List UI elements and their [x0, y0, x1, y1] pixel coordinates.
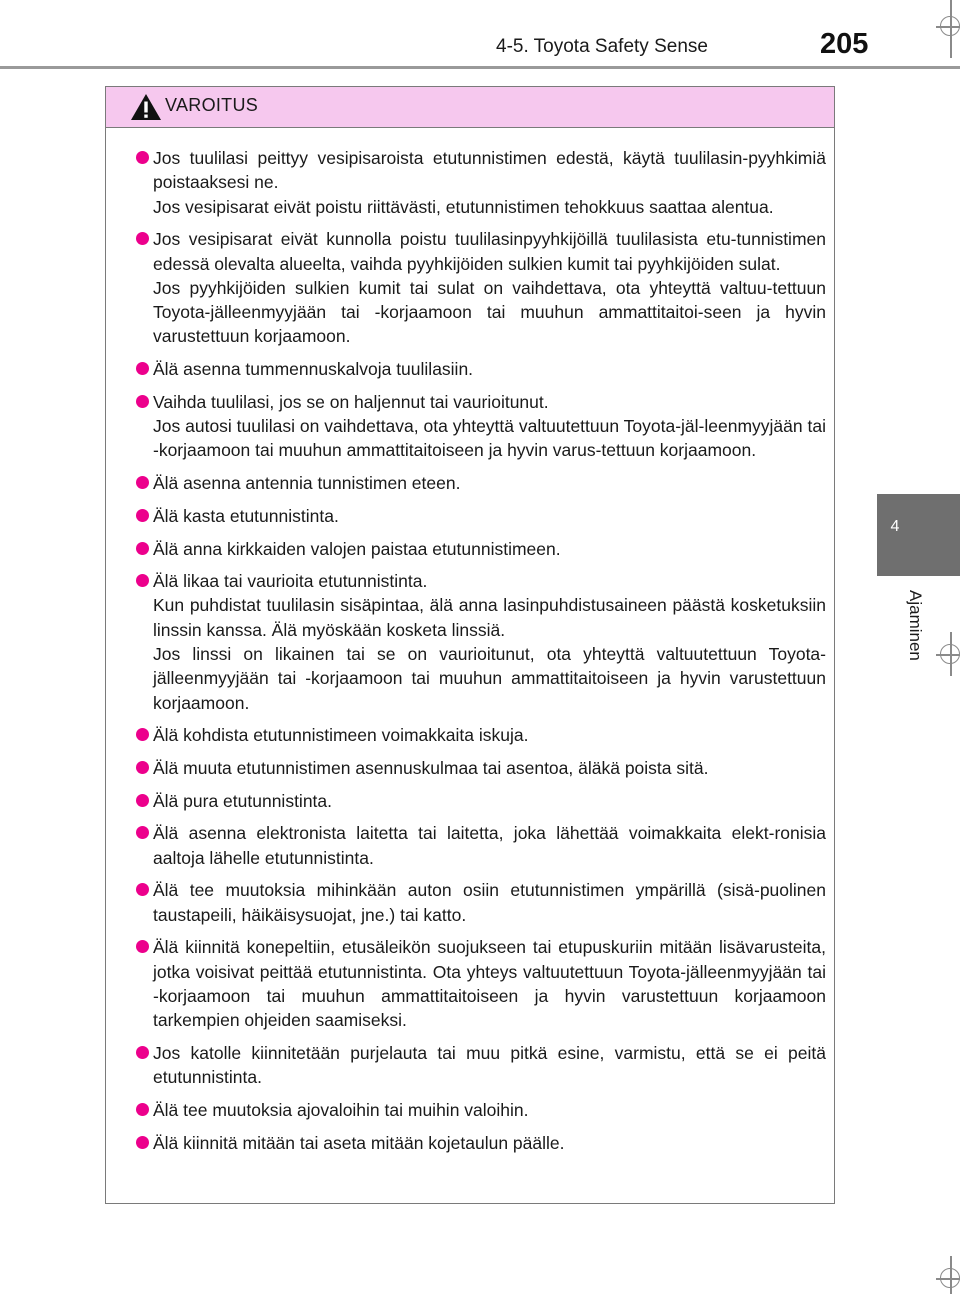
warning-paragraph: Älä tee muutoksia mihinkään auton osiin etutunnistimen ympärillä (sisä-puolinen taustapeili, häikäisysuojat, jne.) tai katto. — [153, 880, 826, 925]
warning-item — [136, 146, 826, 219]
warning-paragraph: Älä kiinnitä mitään tai aseta mitään kojetaulun päälle. — [153, 1132, 565, 1153]
warning-paragraph: Jos tuulilasi peittyy vesipisaroista etutunnistimen edestä, käytä tuulilasin-pyyhkimiä poistaaksesi ne. — [153, 148, 826, 193]
warning-paragraph: Jos vesipisarat eivät poistu riittävästi, etutunnistimen tehokkuus saattaa alentua. — [153, 196, 774, 217]
warning-paragraph: Kun puhdistat tuulilasin sisäpintaa, älä anna lasinpuhdistusaineen päästä kosketuksiin linssin kanssa. Älä myöskään kosketa linssiä. — [153, 595, 826, 640]
warning-item — [136, 723, 826, 747]
warning-item — [136, 1041, 826, 1090]
registration-mark-bottom — [940, 1268, 960, 1288]
warning-item — [136, 1131, 826, 1155]
warning-paragraph: Älä kasta etutunnistinta. — [153, 505, 339, 526]
warning-paragraph: Jos katolle kiinnitetään purjelauta tai muu pitkä esine, varmistu, että se ei peitä etutunnistinta. — [153, 1042, 826, 1088]
chapter-label: Ajaminen — [906, 590, 925, 661]
bullet-icon — [136, 574, 149, 587]
page-number: 205 — [820, 28, 869, 60]
warning-item — [136, 227, 826, 348]
bullet-icon — [136, 232, 149, 245]
bullet-icon — [136, 940, 149, 953]
warning-paragraph: Älä pura etutunnistinta. — [153, 790, 333, 811]
warning-item — [136, 569, 826, 715]
warning-item — [136, 390, 826, 463]
warning-item — [136, 504, 826, 528]
warning-item — [136, 471, 826, 495]
warning-paragraph: Jos autosi tuulilasi on vaihdettava, ota yhteyttä valtuutettuun Toyota-jäl-leenmyyjään tai -korjaamoon tai muuhun ammattitaitoiseen ja hyvin varus-tettuun korjaamoon. — [153, 416, 826, 461]
warning-paragraph: Älä asenna elektronista laitetta tai laitetta, joka lähettää voimakkaita elekt-ronisia aaltoja lähelle etutunnistinta. — [153, 823, 826, 868]
bullet-icon — [136, 476, 149, 489]
warning-box — [105, 86, 835, 1204]
warning-triangle-icon — [130, 93, 162, 121]
warning-paragraph: Jos vesipisarat eivät kunnolla poistu tuulilasinpyyhkijöillä tuulilasista etu-tunnistimen edessä olevalta alueelta, vaihda pyyhkijöiden sulkien kumit tai pyyhkijöiden sulat. — [153, 229, 826, 274]
bullet-icon — [136, 151, 149, 164]
bullet-icon — [136, 362, 149, 375]
warning-paragraph: Älä kohdista etutunnistimeen voimakkaita iskuja. — [153, 725, 529, 746]
bullet-icon — [136, 1103, 149, 1116]
bullet-icon — [136, 395, 149, 408]
bullet-icon — [136, 728, 149, 741]
warning-paragraph: Älä asenna antennia tunnistimen eteen. — [153, 473, 461, 494]
chapter-tab — [877, 494, 960, 576]
warning-item — [136, 1098, 826, 1122]
bullet-icon — [136, 883, 149, 896]
bullet-icon — [136, 761, 149, 774]
bullet-icon — [136, 1046, 149, 1059]
warning-paragraph: Älä tee muutoksia ajovaloihin tai muihin valoihin. — [153, 1099, 529, 1120]
warning-item — [136, 789, 826, 813]
bullet-icon — [136, 509, 149, 522]
warning-paragraph: Vaihda tuulilasi, jos se on haljennut tai vaurioitunut. — [153, 391, 549, 412]
warning-item — [136, 935, 826, 1032]
bullet-icon — [136, 542, 149, 555]
registration-mark-middle — [940, 644, 960, 664]
warning-paragraph: Älä likaa tai vaurioita etutunnistinta. — [153, 571, 428, 592]
warning-item — [136, 821, 826, 870]
header-divider — [0, 66, 960, 69]
chapter-number: 4 — [890, 518, 900, 535]
warning-paragraph: Älä asenna tummennuskalvoja tuulilasiin. — [153, 359, 474, 380]
warning-item — [136, 537, 826, 561]
warning-item — [136, 756, 826, 780]
bullet-icon — [136, 1136, 149, 1149]
section-title: 4-5. Toyota Safety Sense — [496, 36, 708, 57]
warning-title: VAROITUS — [165, 95, 259, 115]
warning-paragraph: Jos pyyhkijöiden sulkien kumit tai sulat on vaihdettava, ota yhteyttä valtuu-tettuun Toyota-jälleenmyyjään tai -korjaamoon tai muuhun ammattitaitoi-seen ja hyvin varustettuun korjaamoon. — [153, 277, 826, 347]
warning-list — [106, 128, 834, 1155]
warning-item — [136, 357, 826, 381]
warning-item — [136, 878, 826, 927]
warning-paragraph: Älä muuta etutunnistimen asennuskulmaa tai asentoa, äläkä poista sitä. — [153, 758, 709, 779]
bullet-icon — [136, 826, 149, 839]
warning-paragraph: Älä kiinnitä konepeltiin, etusäleikön suojukseen tai etupuskuriin mitään lisävarusteita, jotka voisivat peittää etutunnistinta. Ota yhteys valtuutettuun Toyota-jälleenmyyjään tai -korjaamoon tai muuhun ammattitaitoiseen ja hyvin varustettuun korjaamoon tarkempien ohjeiden saamiseksi. — [153, 937, 826, 1031]
warning-header — [106, 87, 834, 128]
warning-paragraph: Jos linssi on likainen tai se on vaurioitunut, ota yhteyttä valtuutettuun Toyota-jälleenmyyjään tai -korjaamoon tai muuhun ammattitaitoiseen ja hyvin varustettuun korjaamoon. — [153, 644, 826, 713]
bullet-icon — [136, 794, 149, 807]
registration-mark-top — [940, 16, 960, 36]
warning-paragraph: Älä anna kirkkaiden valojen paistaa etutunnistimeen. — [153, 538, 561, 559]
